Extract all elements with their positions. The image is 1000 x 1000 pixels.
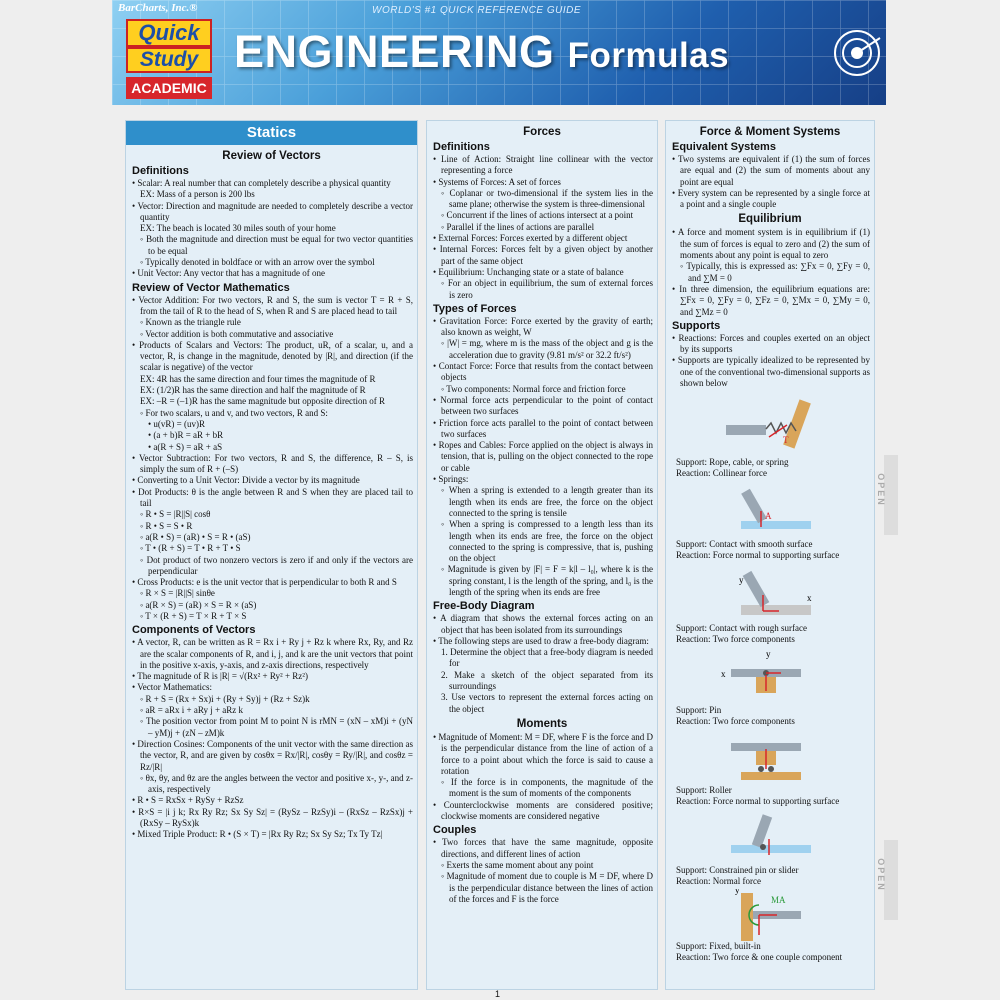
list-item: • a(R + S) = aR + aS	[148, 441, 223, 452]
spring-support-icon	[721, 395, 821, 455]
list-item: • In three dimension, the equilibrium equations are: ∑Fx = 0, ∑Fy = 0, ∑Fz = 0, ∑Mx = 0, ∑My = 0, and ∑Mz = 0	[672, 283, 870, 317]
y-axis-label: y	[739, 575, 744, 586]
subsection-title: Review of Vector Mathematics	[132, 281, 290, 294]
pin-support-icon	[721, 647, 821, 705]
list-item: ◦ |W| = mg, where m is the mass of the object and g is the acceleration due to gravity (9.81 m/s² or 32.2 ft/s²)	[441, 338, 653, 360]
reaction-label: A	[765, 511, 772, 522]
list-item: ◦ Vector addition is both commutative and associative	[140, 328, 334, 339]
statics-banner: Statics	[126, 121, 417, 145]
list-item: ◦ For two scalars, u and v, and two vectors, R and S:	[140, 407, 328, 418]
support-fixed	[666, 889, 874, 965]
list-item: • u(vR) = (uv)R	[148, 418, 205, 429]
equivalent-systems-list	[666, 154, 874, 210]
couples-list	[427, 837, 657, 905]
list-item: ◦ Known as the triangle rule	[140, 317, 241, 328]
list-item: ◦ Exerts the same moment about any point	[441, 859, 594, 870]
subsection-title: Couples	[433, 824, 477, 837]
list-item: • Cross Products: e is the unit vector that is perpendicular to both R and S	[132, 577, 397, 588]
reaction-caption: Reaction: Two force components	[676, 634, 795, 645]
list-item: 3. Use vectors to represent the external forces acting on the object	[441, 692, 653, 714]
support-caption: Support: Contact with smooth surface	[676, 539, 813, 550]
list-item: • Every system can be represented by a single force at a point and a single couple	[672, 187, 870, 210]
list-item: EX: 4R has the same direction and four times the magnitude of R	[140, 373, 376, 384]
fixed-support-icon	[721, 889, 821, 945]
list-item: ◦ When a spring is extended to a length greater than its length when its ends are free, the force on the object connected to the spring is tensile	[441, 485, 653, 518]
components-list	[126, 637, 417, 840]
list-item: • Line of Action: Straight line collinear with the vector representing a force	[433, 154, 653, 176]
forces-definitions-list	[427, 154, 657, 301]
moments-list	[427, 732, 657, 822]
list-item: • Internal Forces: Forces felt by a given object by another part of the same object	[433, 244, 653, 266]
support-slider	[666, 809, 874, 889]
section-title: Review of Vectors	[222, 150, 321, 162]
x-axis-label: x	[807, 593, 812, 604]
list-item: ◦ When a spring is compressed to a length less than its length when its ends are free, the force on the object connected to the spring is compressive, that is, pushing on the object	[441, 519, 653, 564]
support-caption: Support: Pin	[676, 705, 722, 716]
list-item: ◦ If the force is in components, the magnitude of the moment is the sum of moments of the components	[441, 777, 653, 799]
list-item: • A diagram that shows the external forces acting on an object that has been isolated from its surroundings	[433, 613, 653, 635]
forces-column	[426, 120, 658, 990]
support-caption: Support: Roller	[676, 785, 732, 796]
side-tab-open: OPEN	[884, 840, 898, 920]
publisher-name: BarCharts, Inc.®	[118, 2, 198, 14]
list-item: ◦ aR = aRx i + aRy j + aRz k	[140, 705, 244, 716]
x-axis-label: x	[721, 669, 726, 680]
list-item: • The magnitude of R is |R| = √(Rx² + Ry² + Rz²)	[132, 671, 308, 682]
list-item: • Counterclockwise moments are considered positive; clockwise moments are considered negative	[433, 799, 653, 822]
title-sub: Formulas	[567, 36, 730, 75]
list-item: EX: (1/2)R has the same direction and half the magnitude of R	[140, 385, 366, 396]
list-item: • Springs:	[433, 474, 469, 485]
list-item: ◦ Parallel if the lines of actions are parallel	[441, 221, 595, 232]
list-item: ◦ Magnitude of moment due to couple is M = DF, where D is the perpendicular distance between the lines of action of the forces and F is the force	[441, 871, 653, 904]
section-title: Moments	[516, 717, 568, 730]
list-item: • Normal force acts perpendicular to the point of contact between two surfaces	[433, 394, 653, 417]
list-item: • Dot Products: θ is the angle between R and S when they are placed tail to tail	[132, 486, 413, 509]
list-item: • A force and moment system is in equilibrium if (1) the sum of forces is equal to zero and (2) the sum of moments about any point is equal to zero	[672, 227, 870, 261]
support-pin	[666, 647, 874, 729]
list-item: • Reactions: Forces and couples exerted on an object by its supports	[672, 332, 870, 355]
rough-surface-icon	[721, 565, 821, 623]
support-smooth-surface	[666, 483, 874, 565]
tension-label: T	[783, 435, 789, 446]
list-item: • Gravitation Force: Force exerted by the gravity of earth; also known as weight, W	[433, 315, 653, 338]
section-title: Forces	[523, 126, 561, 138]
support-caption: Support: Constrained pin or slider	[676, 865, 799, 876]
list-item: ◦ R + S = (Rx + Sx)i + (Ry + Sy)j + (Rz + Sz)k	[140, 693, 310, 704]
list-item: ◦ Coplanar or two-dimensional if the system lies in the same plane; otherwise the system is three-dimensional	[441, 187, 653, 210]
list-item: • Vector: Direction and magnitude are needed to completely describe a vector quantity	[132, 200, 413, 222]
list-item: • Ropes and Cables: Force applied on the object is always in tension, that is, pulling on the object connected to the rope or cable	[433, 440, 653, 473]
list-item: • Converting to a Unit Vector: Divide a vector by its magnitude	[132, 475, 360, 486]
logo-academic: ACADEMIC	[126, 77, 212, 99]
list-item: • Vector Subtraction: For two vectors, R and S, the difference, R – S, is simply the sum of R + (–S)	[132, 452, 413, 475]
y-axis-label: y	[735, 889, 740, 896]
list-item: ◦ Concurrent if the lines of actions intersect at a point	[441, 210, 634, 221]
header-banner	[112, 0, 886, 105]
roller-support-icon	[721, 729, 821, 787]
list-item: ◦ Typically, this is expressed as: ∑Fx = 0, ∑Fy = 0, and ∑M = 0	[680, 261, 870, 283]
list-item: • Supports are typically idealized to be represented by one of the conventional two-dimensional supports as shown below	[672, 355, 870, 389]
section-title: Equilibrium	[738, 213, 802, 226]
list-item: • Vector Mathematics:	[132, 682, 212, 693]
list-item: ◦ Dot product of two nonzero vectors is zero if and only if the vectors are perpendicular	[140, 554, 413, 576]
list-item: • Unit Vector: Any vector that has a magnitude of one	[132, 268, 325, 279]
force-moment-column	[665, 120, 875, 990]
list-item: • R • S = RxSx + RySy + RzSz	[132, 795, 244, 806]
vector-math-list	[126, 295, 417, 623]
logo-quick: Quick	[126, 19, 212, 47]
list-item: • Contact Force: Force that results from the contact between objects	[433, 361, 653, 383]
subsection-title: Definitions	[433, 141, 490, 153]
list-item: • Direction Cosines: Components of the unit vector with the same direction as the vector, R, and are given by cosθx = Rx/|R|, cosθy = Ry/|R|, and cosθz = Rz/|R|	[132, 738, 413, 772]
list-item: ◦ Two components: Normal force and friction force	[441, 383, 626, 394]
smooth-surface-icon	[721, 483, 821, 539]
tagline: WORLD'S #1 QUICK REFERENCE GUIDE	[372, 5, 582, 16]
free-body-list	[427, 613, 657, 715]
list-item: • Scalar: A real number that can completely describe a physical quantity	[132, 178, 391, 188]
target-icon	[832, 28, 882, 78]
list-item: ◦ The position vector from point M to point N is rMN = (xN – xM)i + (yN – yM)j + (zN – zM)k	[140, 716, 413, 738]
list-item: • Two forces that have the same magnitude, opposite directions, and different lines of action	[433, 837, 653, 859]
list-item: • Two systems are equivalent if (1) the sum of forces are equal and (2) the sum of moments about any point are equal	[672, 154, 870, 187]
list-item: EX: Mass of a person is 200 lbs	[140, 189, 255, 200]
reaction-caption: Reaction: Force normal to supporting surface	[676, 796, 840, 807]
list-item: ◦ Magnitude is given by |F| = F = k|l – l₀|, where k is the spring constant, l is the length of the spring, and l₀ is the length of the spring when its ends are free	[441, 564, 653, 597]
support-caption: Support: Fixed, built-in	[676, 941, 761, 952]
list-item: ◦ θx, θy, and θz are the angles between the vector and positive x-, y-, and z-axis, respectively	[140, 772, 413, 795]
list-item: • Products of Scalars and Vectors: The product, uR, of a scalar, u, and a vector, R, is change in the magnitude, denoted by |R|, and direction (if the scalar is negative) of the vector	[132, 339, 413, 373]
list-item: • Friction force acts parallel to the point of contact between two surfaces	[433, 417, 653, 439]
subsection-title: Supports	[672, 319, 721, 332]
list-item: ◦ T × (R + S) = T × R + T × S	[140, 610, 247, 621]
list-item: ◦ R × S = |R||S| sinθe	[140, 588, 215, 599]
list-item: ◦ T • (R + S) = T • R + T • S	[140, 543, 241, 554]
list-item: • Systems of Forces: A set of forces	[433, 176, 561, 187]
list-item: ◦ R • S = |R||S| cosθ	[140, 509, 211, 520]
list-item: 2. Make a sketch of the object separated from its surroundings	[441, 669, 653, 692]
slider-support-icon	[721, 809, 821, 867]
list-item: ◦ a(R × S) = (aR) × S = R × (aS)	[140, 599, 257, 610]
supports-text-list	[666, 333, 874, 389]
page-number: 1	[495, 989, 501, 999]
list-item: • Magnitude of Moment: M = DF, where F is the force and D is the perpendicular distance from the line of action of a force to a point about which the force is said to cause a rotation	[433, 731, 653, 776]
definitions-list	[126, 178, 417, 280]
reaction-caption: Reaction: Normal force	[676, 876, 761, 887]
list-item: EX: The beach is located 30 miles south of your home	[140, 223, 336, 234]
support-caption: Support: Rope, cable, or spring	[676, 457, 789, 468]
subsection-title: Components of Vectors	[132, 624, 256, 637]
support-rope	[666, 395, 874, 483]
list-item: EX: –R = (–1)R has the same magnitude but opposite direction of R	[140, 396, 386, 407]
support-rough-surface	[666, 565, 874, 647]
support-caption: Support: Contact with rough surface	[676, 623, 807, 634]
list-item: ◦ a(R • S) = (aR) • S = R • (aS)	[140, 531, 251, 542]
list-item: • External Forces: Forces exerted by a different object	[433, 233, 628, 244]
subsection-title: Free-Body Diagram	[433, 600, 535, 613]
moment-label: MA	[771, 895, 786, 906]
list-item: ◦ R • S = S • R	[140, 520, 193, 531]
equilibrium-list	[666, 227, 874, 317]
title-main: ENGINEERING	[234, 26, 555, 77]
list-item: • Mixed Triple Product: R • (S × T) = |Rx Ry Rz; Sx Sy Sz; Tx Ty Tz|	[132, 829, 383, 840]
list-item: ◦ For an object in equilibrium, the sum of external forces is zero	[441, 278, 653, 300]
list-item: • (a + b)R = aR + bR	[148, 430, 224, 441]
reaction-caption: Reaction: Force normal to supporting surface	[676, 550, 840, 561]
statics-column	[125, 120, 418, 990]
reaction-caption: Reaction: Two force & one couple component	[676, 952, 843, 963]
list-item: ◦ Typically denoted in boldface or with an arrow over the symbol	[140, 257, 375, 268]
subsection-title: Types of Forces	[433, 302, 517, 315]
list-item: 1. Determine the object that a free-body diagram is needed for	[441, 647, 653, 669]
reaction-caption: Reaction: Two force components	[676, 716, 795, 727]
page-title	[234, 22, 729, 86]
list-item: ◦ Both the magnitude and direction must be equal for two vector quantities to be equal	[140, 234, 413, 256]
support-roller	[666, 729, 874, 809]
list-item: • Vector Addition: For two vectors, R and S, the sum is vector T = R + S, from the tail of R to the head of S, when R and S are placed head to tail	[132, 294, 413, 316]
y-axis-label: y	[766, 649, 771, 660]
list-item: • The following steps are used to draw a free-body diagram:	[433, 635, 649, 646]
section-title: Force & Moment Systems	[699, 126, 841, 138]
subsection-title: Definitions	[132, 165, 189, 177]
quickstudy-logo	[126, 19, 212, 103]
list-item: • A vector, R, can be written as R = Rx i + Ry j + Rz k where Rx, Ry, and Rz are the scalar components of R, and i, j, and k are the unit vectors that point in the positive x-axis, y-axis, and z-axis directions, respectively	[132, 637, 413, 670]
subsection-title: Equivalent Systems	[672, 141, 776, 153]
logo-study: Study	[126, 47, 212, 73]
reaction-caption: Reaction: Collinear force	[676, 468, 767, 479]
side-tab-open: OPEN	[884, 455, 898, 535]
types-of-forces-list	[427, 316, 657, 598]
list-item: • Equilibrium: Unchanging state or a state of balance	[433, 266, 624, 277]
list-item: • R×S = |i j k; Rx Ry Rz; Sx Sy Sz| = (RySz – RzSy)i – (RxSz – RzSx)j + (RxSy – RySx)k	[132, 806, 413, 829]
